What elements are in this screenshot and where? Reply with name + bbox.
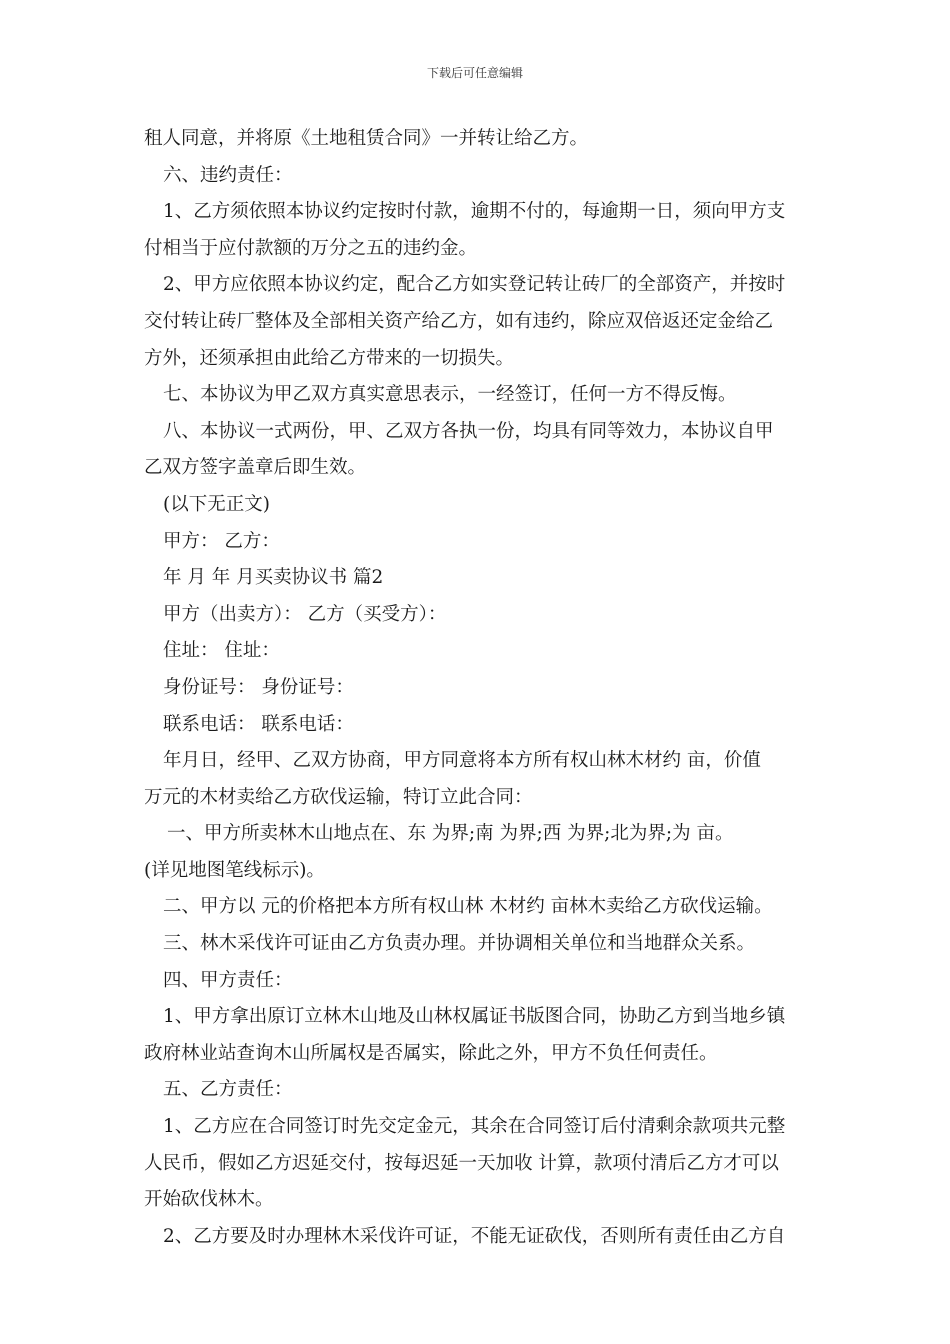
text-line: (以下无正文) bbox=[163, 493, 270, 515]
text-line: 1、乙方应在合同签订时先交定金元，其余在合同签订后付清剩余款项共元整 bbox=[163, 1116, 786, 1138]
text-line: 乙双方签字盖章后即生效。 bbox=[144, 457, 367, 479]
section-heading: 五、乙方责任： bbox=[163, 1079, 293, 1101]
text-line: 年月日，经甲、乙双方协商，甲方同意将本方所有权山林木材约 亩，价值 bbox=[163, 750, 761, 772]
address-line: 住址： 住址： bbox=[163, 640, 280, 662]
page-header-note: 下载后可任意编辑 bbox=[426, 66, 523, 80]
text-line: (详见地图笔线标示)。 bbox=[144, 859, 325, 881]
text-line: 三、林木采伐许可证由乙方负责办理。并协调相关单位和当地群众关系。 bbox=[163, 933, 756, 955]
text-line: 人民币，假如乙方迟延交付，按每迟延一天加收 计算，款项付清后乙方才可以 bbox=[144, 1152, 779, 1174]
text-line: 七、本协议为甲乙双方真实意思表示，一经签订，任何一方不得反悔。 bbox=[163, 384, 737, 406]
text-line: 交付转让砖厂整体及全部相关资产给乙方，如有违约，除应双倍返还定金给乙 bbox=[144, 310, 774, 332]
document-body bbox=[144, 121, 812, 1255]
text-line: 付相当于应付款额的万分之五的违约金。 bbox=[144, 237, 478, 259]
id-number-line: 身份证号： 身份证号： bbox=[163, 676, 354, 698]
text-line: 1、乙方须依照本协议约定按时付款，逾期不付的，每逾期一日，须向甲方支 bbox=[163, 201, 786, 223]
text-line: 政府林业站查询木山所属权是否属实，除此之外，甲方不负任何责任。 bbox=[144, 1042, 718, 1064]
signature-line: 甲方： 乙方： bbox=[163, 530, 280, 552]
text-line: 开始砍伐林木。 bbox=[144, 1189, 274, 1211]
text-line: 一、甲方所卖林木山地点在、东 为界;南 为界;西 为界;北为界;为 亩。 bbox=[167, 823, 734, 845]
text-line: 二、甲方以 元的价格把本方所有权山林 木材约 亩林木卖给乙方砍伐运输。 bbox=[163, 896, 773, 918]
text-line: 八、本协议一式两份，甲、乙双方各执一份，均具有同等效力，本协议自甲 bbox=[163, 420, 774, 442]
section-heading: 四、甲方责任： bbox=[163, 969, 293, 991]
text-line: 2、乙方要及时办理林木采伐许可证，不能无证砍伐，否则所有责任由乙方自 bbox=[163, 1225, 786, 1247]
phone-line: 联系电话： 联系电话： bbox=[163, 713, 354, 735]
text-line: 方外，还须承担由此给乙方带来的一切损失。 bbox=[144, 347, 515, 369]
text-line: 万元的木材卖给乙方砍伐运输，特订立此合同： bbox=[144, 786, 533, 808]
document-title-line: 年 月 年 月买卖协议书 篇2 bbox=[163, 567, 384, 589]
text-line: 2、甲方应依照本协议约定，配合乙方如实登记转让砖厂的全部资产，并按时 bbox=[163, 274, 786, 296]
party-line: 甲方（出卖方）： 乙方（买受方）： bbox=[163, 603, 447, 625]
text-line: 1、甲方拿出原订立林木山地及山林权属证书版图合同，协助乙方到当地乡镇 bbox=[163, 1006, 786, 1028]
text-line: 租人同意，并将原《土地租赁合同》一并转让给乙方。 bbox=[144, 128, 589, 149]
section-heading: 六、违约责任： bbox=[163, 164, 293, 186]
